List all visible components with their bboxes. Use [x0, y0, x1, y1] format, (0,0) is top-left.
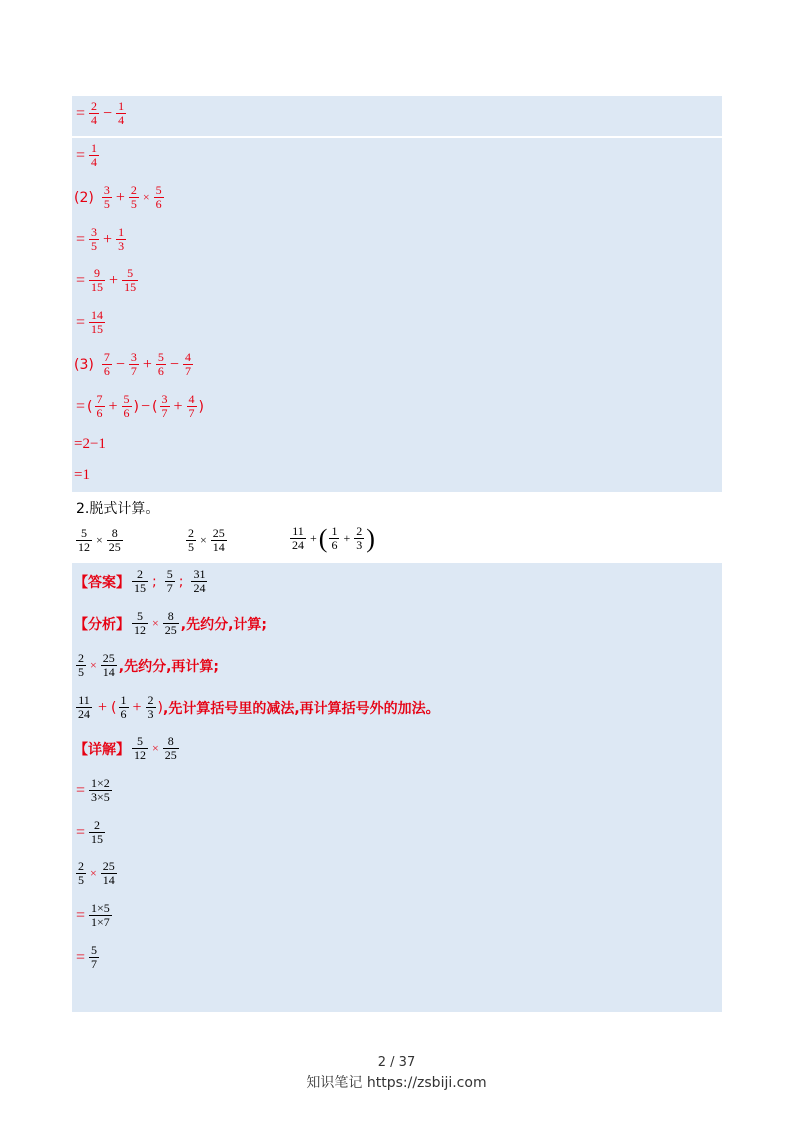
detail-line: 【详解】 $\frac{5}{12}$ × $\frac{8}{25}$: [74, 734, 177, 762]
analysis-line-2: $\frac{2}{5}$ × $\frac{25}{14}$ ,先约分,再计算;: [78, 651, 220, 679]
fraction: $\frac{5}{6}$: [123, 392, 130, 420]
detail-label: 【详解】: [74, 741, 130, 758]
step-line: $\frac{2}{5}$ × $\frac{25}{14}$: [78, 859, 115, 887]
question-expression-2: $\frac{2}{5}$ × $\frac{25}{14}$: [188, 526, 225, 554]
fraction: $\frac{3}{7}$: [130, 350, 137, 378]
analysis-label: 【分析】: [74, 616, 130, 633]
fraction: $\frac{31}{24}$: [193, 567, 206, 595]
problem-2-expression: (2) $\frac{3}{5}$ + $\frac{2}{5}$ × $\frac{5}{6}$: [74, 183, 162, 211]
step-line: = $\frac{2}{4}$ − $\frac{1}{4}$: [76, 99, 125, 127]
answer-label: 【答案】: [74, 574, 130, 591]
question-title: 2.脱式计算。: [76, 501, 160, 517]
step-line: =2−1: [74, 436, 106, 452]
step-line: = $\frac{1\times 2}{3\times 5}$: [76, 776, 110, 804]
analysis-line-1: 【分析】 $\frac{5}{12}$ × $\frac{8}{25}$ ,先约分,计算;: [74, 609, 268, 637]
fraction: $\frac{2}{4}$: [91, 99, 98, 127]
question-expression-1: $\frac{5}{12}$ × $\frac{8}{25}$: [78, 526, 121, 554]
solution-block-1: [72, 138, 722, 492]
step-line: = $\frac{9}{15}$ + $\frac{5}{15}$: [76, 266, 137, 294]
fraction: $\frac{5}{15}$: [124, 266, 137, 294]
fraction: $\frac{7}{6}$: [103, 350, 110, 378]
fraction: $\frac{2}{5}$: [188, 526, 194, 554]
fraction: $\frac{1}{6}$: [120, 693, 127, 721]
fraction: $\frac{11}{24}$: [292, 524, 304, 552]
fraction: $\frac{4}{7}$: [188, 392, 195, 420]
fraction: $\frac{3}{5}$: [103, 183, 110, 211]
fraction: $\frac{25}{14}$: [212, 526, 225, 554]
fraction: $\frac{25}{14}$: [102, 859, 115, 887]
fraction: $\frac{1}{4}$: [91, 141, 98, 169]
step-line: = $\frac{1}{4}$: [76, 141, 98, 169]
fraction: $\frac{3}{5}$: [91, 225, 98, 253]
fraction: $\frac{5}{12}$: [134, 609, 146, 637]
fraction: $\frac{1}{3}$: [118, 225, 125, 253]
fraction: $\frac{14}{15}$: [91, 308, 104, 336]
answer-line: 【答案】 $\frac{2}{15}$ ; $\frac{5}{7}$ ; $\frac{31}{24}$: [74, 567, 206, 595]
fraction: $\frac{2}{15}$: [91, 818, 104, 846]
fraction: $\frac{5}{12}$: [134, 734, 146, 762]
fraction: $\frac{1}{4}$: [118, 99, 125, 127]
fraction: $\frac{8}{25}$: [108, 526, 121, 554]
fraction: $\frac{25}{14}$: [102, 651, 115, 679]
fraction: $\frac{5}{12}$: [78, 526, 90, 554]
step-line: =1: [74, 467, 90, 483]
analysis-line-3: $\frac{11}{24}$ + ( $\frac{1}{6}$ + $\frac{2}{3}$ ) ,先计算括号里的减法,再计算括号外的加法。: [78, 693, 440, 721]
fraction: $\frac{8}{25}$: [164, 734, 177, 762]
fraction: $\frac{1\times 5}{1\times 7}$: [91, 901, 110, 929]
problem-label: (2): [74, 189, 94, 206]
fraction: $\frac{2}{3}$: [147, 693, 154, 721]
fraction: $\frac{2}{3}$: [356, 524, 363, 552]
step-line: = $\frac{3}{5}$ + $\frac{1}{3}$: [76, 225, 125, 253]
fraction: $\frac{11}{24}$: [78, 693, 90, 721]
fraction: $\frac{3}{7}$: [161, 392, 168, 420]
fraction: $\frac{7}{6}$: [96, 392, 103, 420]
fraction: $\frac{1\times 2}{3\times 5}$: [91, 776, 110, 804]
fraction: $\frac{5}{6}$: [157, 350, 164, 378]
step-line: = $\frac{5}{7}$: [76, 943, 98, 971]
step-line: = $\frac{14}{15}$: [76, 308, 104, 336]
fraction: $\frac{4}{7}$: [184, 350, 191, 378]
fraction: $\frac{9}{15}$: [91, 266, 104, 294]
fraction: $\frac{2}{5}$: [78, 859, 84, 887]
fraction: $\frac{5}{6}$: [155, 183, 162, 211]
fraction: $\frac{8}{25}$: [164, 609, 177, 637]
fraction: $\frac{2}{5}$: [78, 651, 84, 679]
step-line: = ( $\frac{7}{6}$ + $\frac{5}{6}$ ) − ( $\frac{3}{7}$ + $\frac{4}{7}$ ): [76, 392, 204, 420]
step-line: = $\frac{2}{15}$: [76, 818, 104, 846]
fraction: $\frac{2}{5}$: [130, 183, 137, 211]
question-expression-3: $\frac{11}{24}$ + ( $\frac{1}{6}$ + $\frac{2}{3}$ ): [292, 523, 375, 553]
page-number: 2 / 37: [377, 1055, 416, 1070]
fraction: $\frac{2}{15}$: [134, 567, 146, 595]
fraction: $\frac{5}{7}$: [91, 943, 98, 971]
fraction: $\frac{5}{7}$: [166, 567, 173, 595]
problem-3-expression: (3) $\frac{7}{6}$ − $\frac{3}{7}$ + $\frac{5}{6}$ − $\frac{4}{7}$: [74, 350, 191, 378]
problem-label: (3): [74, 356, 94, 373]
site-watermark: 知识笔记 https://zsbiji.com: [306, 1075, 487, 1091]
step-line: = $\frac{1\times 5}{1\times 7}$: [76, 901, 110, 929]
fraction: $\frac{1}{6}$: [331, 524, 338, 552]
solution-block-top: [72, 96, 722, 136]
